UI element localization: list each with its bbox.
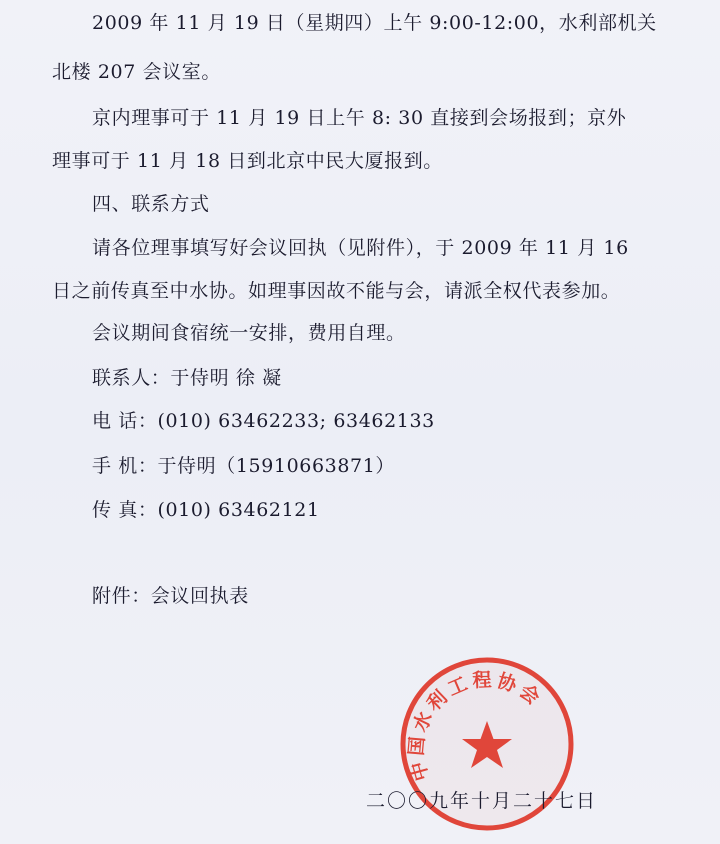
seal-org-name: 中国水利工程协会 [405, 668, 547, 784]
signature-date: 二〇〇九年十月二十七日 [366, 790, 598, 812]
section-heading: 四、联系方式 [92, 193, 210, 215]
body-line: 2009 年 11 月 19 日（星期四）上午 9:00-12:00，水利部机关 [92, 12, 657, 34]
body-line: 京内理事可于 11 月 19 日上午 8: 30 直接到会场报到；京外 [92, 107, 627, 129]
body-line: 会议期间食宿统一安排，费用自理。 [92, 322, 406, 344]
body-line: 日之前传真至中水协。如理事因故不能与会，请派全权代表参加。 [52, 280, 621, 302]
body-line: 请各位理事填写好会议回执（见附件），于 2009 年 11 月 16 [92, 237, 629, 259]
contact-fax: 传 真：(010) 63462121 [92, 499, 320, 521]
body-line: 理事可于 11 月 18 日到北京中民大厦报到。 [52, 150, 443, 172]
contact-phone: 电 话：(010) 63462233; 63462133 [92, 410, 435, 432]
contact-person: 联系人：于侍明 徐 凝 [92, 367, 282, 389]
attachment-line: 附件：会议回执表 [92, 585, 249, 607]
body-line: 北楼 207 会议室。 [52, 61, 221, 83]
contact-mobile: 手 机：于侍明（15910663871） [92, 455, 396, 477]
